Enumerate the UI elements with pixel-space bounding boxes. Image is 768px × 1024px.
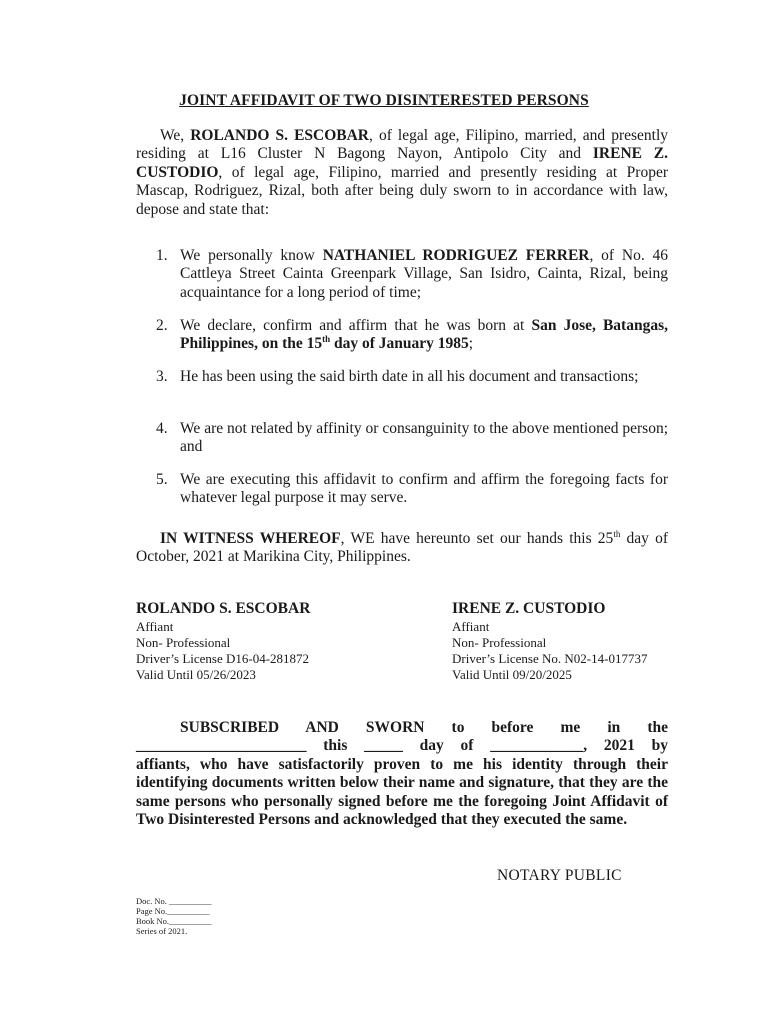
jurat-paragraph	[136, 719, 668, 829]
intro-paragraph	[136, 127, 668, 219]
signatory-role: Affiant	[452, 619, 490, 634]
signature-block-affiant2	[452, 600, 647, 683]
list-item	[136, 368, 668, 386]
signature-block-affiant1	[136, 600, 310, 683]
doc-number: Doc. No. __________	[136, 896, 212, 906]
list-item-text: We personally know NATHANIEL RODRIGUEZ FERRER, of No. 46 Cattleya Street Cainta Greenpark Village, San Isidro, Cainta, Rizal, being acquaintance for a long period of time;	[180, 247, 668, 301]
list-item	[136, 471, 668, 508]
list-item	[136, 317, 668, 354]
signatory-type: Non- Professional	[452, 635, 547, 650]
signatory-license: Driver’s License No. N02-14-017737	[452, 651, 648, 666]
signatory-license: Driver’s License D16-04-281872	[136, 651, 310, 666]
list-item-text: We are not related by affinity or consanguinity to the above mentioned person; and	[180, 420, 668, 456]
page-number: Page No.__________	[136, 906, 210, 916]
jurat-line-2: ______________________ this _____ day of ____________, 2021 by	[136, 737, 668, 755]
list-item-text: He has been using the said birth date in all his document and transactions;	[180, 368, 639, 385]
document-title: JOINT AFFIDAVIT OF TWO DISINTERESTED PERSONS	[179, 92, 589, 109]
signatory-role: Affiant	[136, 619, 174, 634]
jurat-body: affiants, who have satisfactorily proven to me his identity through their identifying documents written below their name and signature, that they are the same persons who personally signed before me the foregoing Joint Affidavit of Two Disinterested Persons and acknowledged that they executed the same.	[136, 755, 668, 829]
intro-text-1: We,	[160, 127, 191, 144]
list-item-number: 4.	[156, 420, 168, 437]
list-item-number: 3.	[156, 368, 168, 385]
list-item-number: 2.	[156, 317, 168, 334]
series-year: Series of 2021.	[136, 926, 188, 936]
affiant1-name: ROLANDO S. ESCOBAR	[190, 127, 370, 144]
signatory-validity: Valid Until 09/20/2025	[452, 667, 572, 682]
book-number: Book No.__________	[136, 916, 212, 926]
witness-paragraph: IN WITNESS WHEREOF, WE have hereunto set our hands this 25th day of October, 2021 at Marikina City, Philippines.	[136, 528, 669, 566]
signatory-name: IRENE Z. CUSTODIO	[452, 600, 606, 617]
notary-public-label: NOTARY PUBLIC	[497, 867, 622, 884]
list-item-number: 1.	[156, 247, 168, 264]
list-item-text: We declare, confirm and affirm that he was born at San Jose, Batangas, Philippines, on the 15th day of January 1985;	[180, 317, 668, 353]
jurat-line-1: SUBSCRIBED AND SWORN to before me in the	[180, 719, 668, 736]
intro-text-3: , of legal age, Filipino, married and presently residing at Proper Mascap, Rodriguez, Rizal, both after being duly sworn to in accordance with law, depose and state that:	[136, 163, 668, 218]
list-item-text: We are executing this affidavit to confirm and affirm the foregoing facts for whatever legal purpose it may serve.	[180, 471, 668, 507]
notarial-register-info	[136, 896, 212, 936]
birth-details: San Jose, Batangas, Philippines, on the 15th day of January 1985	[180, 317, 668, 353]
affiant2-name: IRENE Z. CUSTODIO	[136, 145, 668, 181]
list-item	[136, 247, 668, 302]
signatory-type: Non- Professional	[136, 635, 231, 650]
signatory-validity: Valid Until 05/26/2023	[136, 667, 256, 682]
list-item	[136, 420, 668, 457]
list-item-number: 5.	[156, 471, 168, 488]
signatory-name: ROLANDO S. ESCOBAR	[136, 600, 311, 617]
witness-heading: IN WITNESS WHEREOF	[160, 530, 341, 547]
subject-name: NATHANIEL RODRIGUEZ FERRER	[322, 247, 590, 264]
intro-text-2: , of legal age, Filipino, married, and presently residing at L16 Cluster N Bagong Nayon, Antipolo City and	[136, 127, 669, 163]
